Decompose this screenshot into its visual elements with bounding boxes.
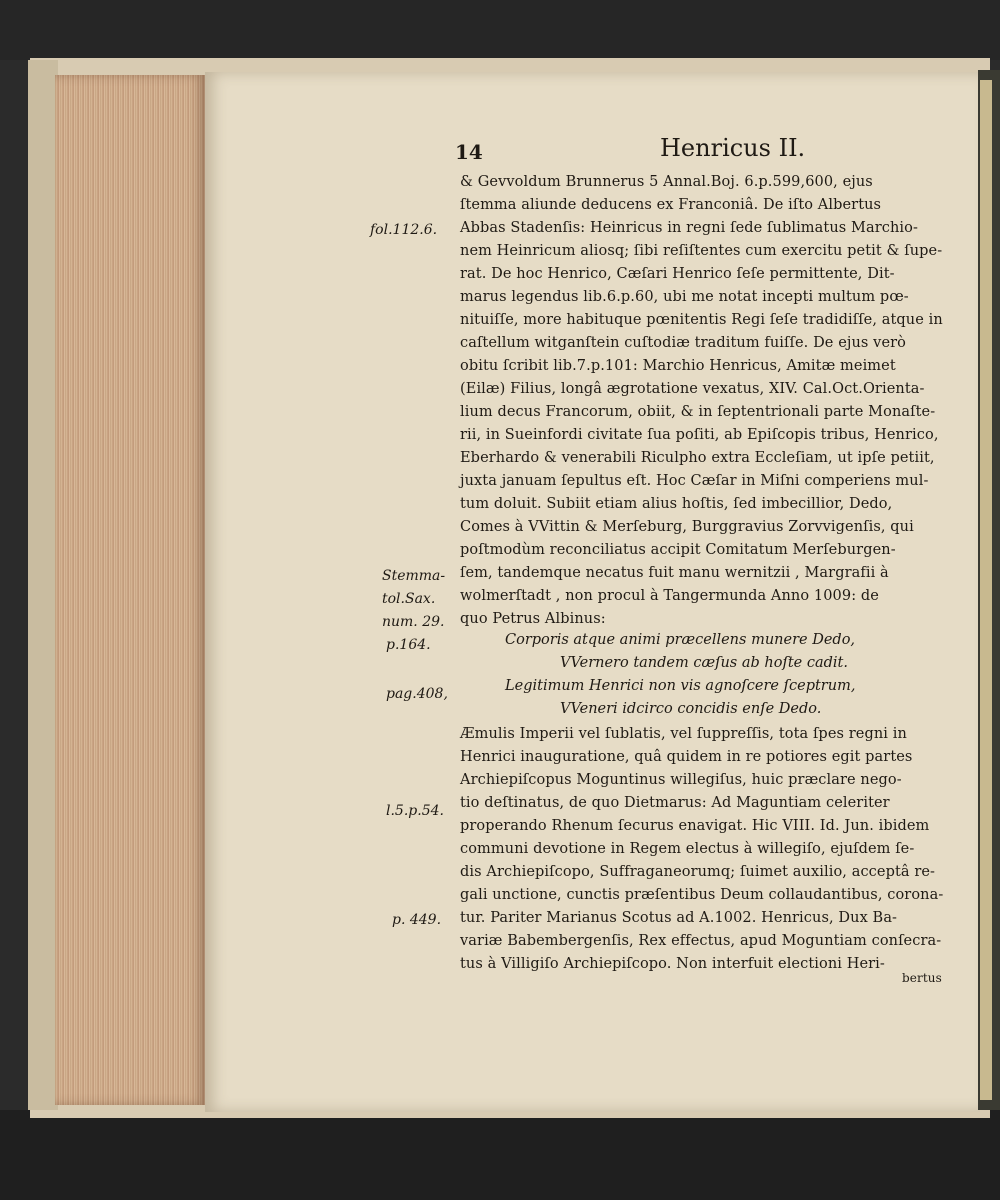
text-line: tio deſtinatus, de quo Dietmarus: Ad Maguntiam celeriter	[460, 795, 890, 811]
text-line: Archiepiſcopus Moguntinus willegiſus, huic præclare nego-	[460, 772, 902, 788]
text-line: nem Heinricum aliosq; ſibi reſiſtentes cum exercitu petit & ſupe-	[460, 243, 943, 259]
text-line: obitu ſcribit lib.7.p.101: Marchio Henricus, Amitæ meimet	[460, 358, 896, 374]
verse-line: VVeneri idcirco concidis enſe Dedo.	[560, 701, 822, 717]
text-line: Henrici inauguratione, quâ quidem in re potiores egit partes	[460, 749, 913, 765]
margin-note: p. 449.	[392, 912, 442, 928]
verse-line: VVernero tandem cæſus ab hoſte cadit.	[560, 655, 848, 671]
text-line: gali unctione, cunctis præſentibus Deum collaudantibus, corona-	[460, 887, 944, 903]
margin-note: p.164.	[386, 637, 431, 653]
text-line: (Eilæ) Filius, longâ ægrotatione vexatus, XIV. Cal.Oct.Orienta-	[460, 381, 925, 397]
text-line: & Gevvoldum Brunnerus 5 Annal.Boj. 6.p.599,600, ejus	[460, 174, 873, 190]
text-line: Abbas Stadenſis: Heinricus in regni ſede ſublimatus Marchio-	[460, 220, 918, 236]
text-line: properando Rhenum ſecurus enavigat. Hic VIII. Id. Jun. ibidem	[460, 818, 930, 834]
text-line: Comes à VVittin & Merſeburg, Burggravius Zorvvigenſis, qui	[460, 519, 914, 535]
text-line: quo Petrus Albinus:	[460, 611, 606, 627]
text-line: dis Archiepiſcopo, Suffraganeorumq; ſuimet auxilio, acceptâ re-	[460, 864, 936, 880]
margin-note: Stemma-	[382, 568, 446, 584]
text-line: wolmerſtadt , non procul à Tangermunda Anno 1009: de	[460, 588, 879, 604]
catchword: bertus	[902, 971, 942, 985]
margin-note: num. 29.	[382, 614, 445, 630]
text-line: ſem, tandemque necatus fuit manu wernitzii , Margrafii à	[460, 565, 889, 581]
margin-note: pag.408,	[386, 686, 448, 702]
text-line: variæ Babembergenſis, Rex effectus, apud Moguntiam conſecra-	[460, 933, 942, 949]
running-title: Henricus II.	[660, 134, 806, 162]
text-line: tur. Pariter Marianus Scotus ad A.1002. Henricus, Dux Ba-	[460, 910, 898, 926]
text-line: lium decus Francorum, obiit, & in ſeptentrionali parte Monaſte-	[460, 404, 936, 420]
book-cover-edge	[28, 60, 58, 1110]
text-line: marus legendus lib.6.p.60, ubi me notat incepti multum pœ-	[460, 289, 909, 305]
text-line: nituiſſe, more habituque pœnitentis Regi ſeſe tradidiſſe, atque in	[460, 312, 943, 328]
text-line: rat. De hoc Henrico, Cæſari Henrico ſeſe permittente, Dit-	[460, 266, 895, 282]
text-line: tum doluit. Subiit etiam alius hoſtis, ſed imbecillior, Dedo,	[460, 496, 893, 512]
text-line: communi devotione in Regem electus à willegiſo, ejuſdem ſe-	[460, 841, 915, 857]
verse-line: Corporis atque animi præcellens munere Dedo,	[505, 632, 856, 648]
book-page-edges	[55, 75, 205, 1105]
text-line: Eberhardo & venerabili Riculpho extra Eccleſiam, ut ipſe petiit,	[460, 450, 935, 466]
background-bottom	[0, 1110, 1000, 1200]
text-line: Æmulis Imperii vel ſublatis, vel ſuppreſſis, tota ſpes regni in	[460, 726, 907, 742]
text-line: caſtellum witganſtein cuſtodiæ traditum fuiſſe. De ejus verò	[460, 335, 906, 351]
text-line: ſtemma aliunde deducens ex Franconiâ. De iſto Albertus	[460, 197, 882, 213]
right-page-sliver	[980, 80, 992, 1100]
background-top	[0, 0, 1000, 60]
margin-note: tol.Sax.	[382, 591, 436, 607]
text-line: tus à Villigiſo Archiepiſcopo. Non interfuit electioni Heri-	[460, 956, 885, 972]
margin-note: l.5.p.54.	[386, 803, 444, 819]
margin-note: fol.112.6.	[370, 222, 438, 238]
text-line: rii, in Sueinfordi civitate ſua poſiti, ab Epiſcopis tribus, Henrico,	[460, 427, 939, 443]
page-number: 14	[455, 140, 483, 164]
text-line: juxta januam ſepultus eſt. Hoc Cæſar in Miſni comperiens mul-	[460, 473, 929, 489]
verse-line: Legitimum Henrici non vis agnoſcere ſceptrum,	[505, 678, 856, 694]
text-line: poſtmodùm reconciliatus accipit Comitatum Merſeburgen-	[460, 542, 896, 558]
